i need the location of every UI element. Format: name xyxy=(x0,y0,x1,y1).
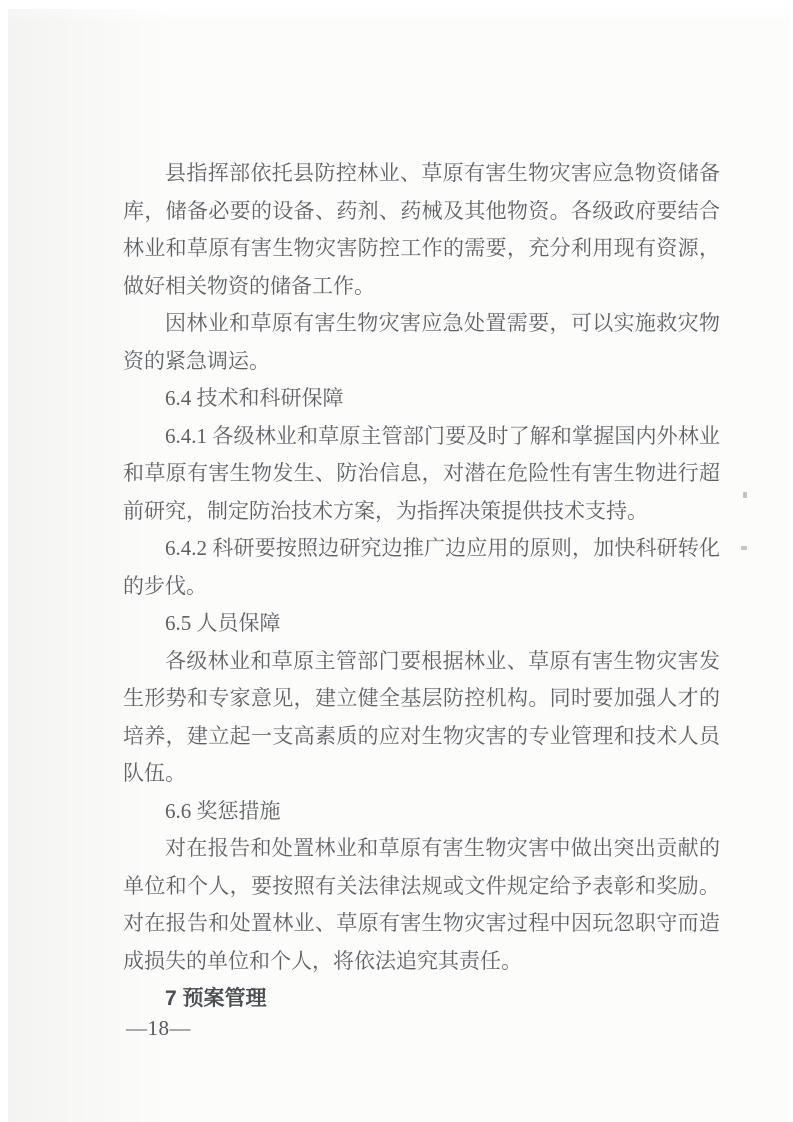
scan-speck xyxy=(743,492,747,498)
paragraph: 县指挥部依托县防控林业、草原有害生物灾害应急物资储备库，储备必要的设备、药剂、药械及其他物资。各级政府要结合林业和草原有害生物灾害防控工作的需要，充分利用现有资源，做好相关物资的储备工作。 xyxy=(123,161,720,298)
paragraph: 各级林业和草原主管部门要根据林业、草原有害生物灾害发生形势和专家意见，建立健全基层防控机构。同时要加强人才的培养，建立起一支高素质的应对生物灾害的专业管理和技术人员队伍。 xyxy=(123,648,720,785)
paragraph: 因林业和草原有害生物灾害应急处置需要，可以实施救灾物资的紧急调运。 xyxy=(123,311,720,373)
paragraph: 对在报告和处置林业和草原有害生物灾害中做出突出贡献的单位和个人，要按照有关法律法规或文件规定给予表彰和奖励。对在报告和处置林业、草原有害生物灾害过程中因玩忽职守而造成损失的单位和个人，将依法追究其责任。 xyxy=(123,836,720,973)
document-body xyxy=(123,155,720,1018)
section-heading: 6.4 技术和科研保障 xyxy=(165,386,344,410)
page-number: —18— xyxy=(126,1016,191,1040)
section-heading: 6.5 人员保障 xyxy=(165,611,281,635)
paragraph: 6.4.2 科研要按照边研究边推广边应用的原则，加快科研转化的步伐。 xyxy=(123,536,720,598)
scan-speck xyxy=(741,546,747,550)
section-heading: 7 预案管理 xyxy=(165,987,267,1010)
section-heading: 6.6 奖惩措施 xyxy=(165,798,281,823)
paragraph: 6.4.1 各级林业和草原主管部门要及时了解和掌握国内外林业和草原有害生物发生、防治信息，对潜在危险性有害生物进行超前研究，制定防治技术方案，为指挥决策提供技术支持。 xyxy=(123,423,720,523)
